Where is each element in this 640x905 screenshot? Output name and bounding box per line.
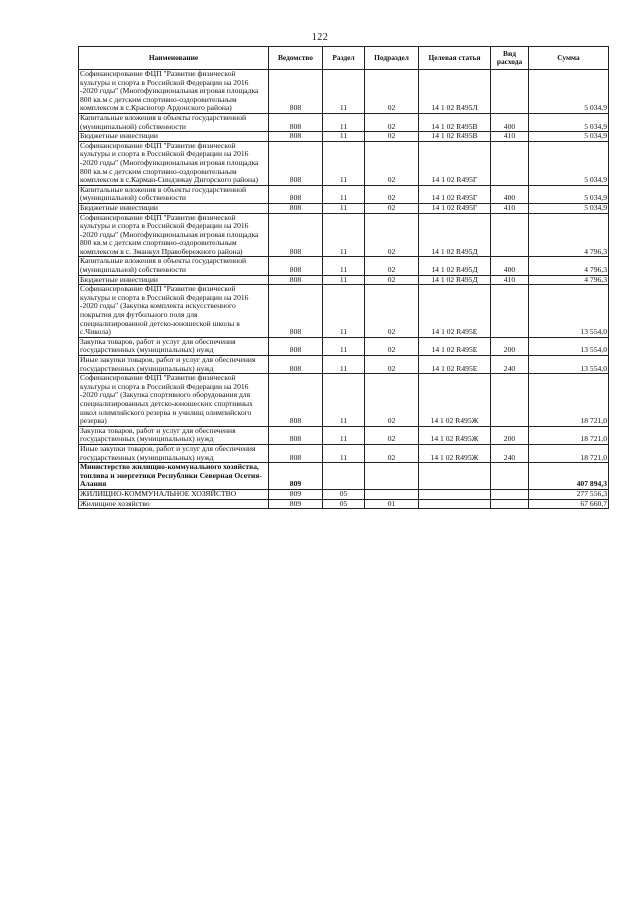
row-department: 809	[269, 499, 323, 509]
row-sum: 407 894,3	[529, 463, 609, 490]
table-row	[79, 132, 609, 142]
table-row	[79, 185, 609, 203]
row-sum: 67 660,7	[529, 499, 609, 509]
row-target: 14 1 02 R495Г	[419, 185, 491, 203]
row-expense-type	[491, 70, 529, 114]
row-department: 808	[269, 426, 323, 444]
row-target: 14 1 02 R495Г	[419, 203, 491, 213]
row-department: 808	[269, 213, 323, 257]
table-row	[79, 141, 609, 185]
row-section: 11	[323, 132, 365, 142]
row-expense-type: 400	[491, 185, 529, 203]
row-expense-type: 410	[491, 275, 529, 285]
row-name: Иные закупки товаров, работ и услуг для обеспечения государственных (муниципальных) нужд	[79, 444, 269, 462]
row-section: 11	[323, 141, 365, 185]
row-subsection: 02	[365, 113, 419, 131]
row-sum: 13 554,0	[529, 285, 609, 338]
row-sum: 4 796,3	[529, 275, 609, 285]
header-department: Ведомство	[269, 47, 323, 70]
row-subsection: 02	[365, 356, 419, 374]
row-department: 809	[269, 463, 323, 490]
table-row	[79, 337, 609, 355]
row-section: 11	[323, 426, 365, 444]
row-section: 11	[323, 275, 365, 285]
row-subsection: 02	[365, 132, 419, 142]
row-target: 14 1 02 R495Ж	[419, 426, 491, 444]
row-expense-type	[491, 499, 529, 509]
row-target: 14 1 02 R495Д	[419, 213, 491, 257]
row-section: 05	[323, 489, 365, 499]
row-section: 11	[323, 444, 365, 462]
row-name: Закупка товаров, работ и услуг для обеспечения государственных (муниципальных) нужд	[79, 337, 269, 355]
budget-table	[78, 46, 609, 509]
row-name: Софинансирование ФЦП "Развитие физической культуры и спорта в Российской Федерации на 2016 -2020 годы" (Закупка спортивного оборудования для специализированных детско-юношеских спортивных школ олимпийского резерва и училищ олимпийского резерва)	[79, 374, 269, 427]
table-row	[79, 374, 609, 427]
header-name: Наименование	[79, 47, 269, 70]
row-subsection	[365, 463, 419, 490]
row-name: Министерство жилищно-коммунального хозяйства, топлива и энергетики Республики Северная Осетия-Алания	[79, 463, 269, 490]
row-subsection: 01	[365, 499, 419, 509]
row-subsection: 02	[365, 337, 419, 355]
row-subsection: 02	[365, 185, 419, 203]
row-name: Софинансирование ФЦП "Развитие физической культуры и спорта в Российской Федерации на 2016 -2020 годы" (Многофункциональная игровая площадка 800 кв.м с детским спортивно-оздоровительным комплексом в с. Зманкул Правобережного района)	[79, 213, 269, 257]
row-department: 808	[269, 285, 323, 338]
table-row	[79, 444, 609, 462]
table-row	[79, 257, 609, 275]
row-department: 808	[269, 337, 323, 355]
row-department: 808	[269, 132, 323, 142]
row-target	[419, 499, 491, 509]
table-row	[79, 70, 609, 114]
header-sum: Сумма	[529, 47, 609, 70]
row-expense-type	[491, 489, 529, 499]
table-row	[79, 356, 609, 374]
row-subsection: 02	[365, 275, 419, 285]
row-department: 808	[269, 203, 323, 213]
row-section: 11	[323, 374, 365, 427]
row-sum: 18 721,0	[529, 374, 609, 427]
row-name: Бюджетные инвестиции	[79, 203, 269, 213]
row-subsection: 02	[365, 426, 419, 444]
header-expense-type: Вид расхода	[491, 47, 529, 70]
row-expense-type: 410	[491, 203, 529, 213]
row-sum: 5 034,9	[529, 113, 609, 131]
row-target: 14 1 02 R495Д	[419, 257, 491, 275]
row-expense-type: 400	[491, 113, 529, 131]
row-name: Софинансирование ФЦП "Развитие физической культуры и спорта в Российской Федерации на 2016 -2020 годы" (Многофункциональная игровая площадка 800 кв.м с детским спортивно-оздоровительным комплексом в с.Карман-Синдзикау Дигорского района)	[79, 141, 269, 185]
row-target: 14 1 02 R495Г	[419, 141, 491, 185]
row-target: 14 1 02 R495В	[419, 132, 491, 142]
row-department: 808	[269, 275, 323, 285]
row-target: 14 1 02 R495Ж	[419, 444, 491, 462]
row-expense-type: 200	[491, 337, 529, 355]
table-row	[79, 213, 609, 257]
row-department: 808	[269, 70, 323, 114]
row-name: Иные закупки товаров, работ и услуг для обеспечения государственных (муниципальных) нужд	[79, 356, 269, 374]
row-section: 11	[323, 356, 365, 374]
row-expense-type	[491, 463, 529, 490]
row-sum: 18 721,0	[529, 426, 609, 444]
row-section: 11	[323, 185, 365, 203]
row-section	[323, 463, 365, 490]
table-header-row	[79, 47, 609, 70]
row-expense-type	[491, 285, 529, 338]
row-subsection: 02	[365, 444, 419, 462]
row-subsection	[365, 489, 419, 499]
header-target: Целевая статья	[419, 47, 491, 70]
row-sum: 4 796,3	[529, 213, 609, 257]
header-section: Раздел	[323, 47, 365, 70]
row-name: Софинансирование ФЦП "Развитие физической культуры и спорта в Российской Федерации на 2016 -2020 годы" (Закупка комплекта искусственного покрытия для футбольного поля для специализированной детско-юношеской школы в с.Чикола)	[79, 285, 269, 338]
row-subsection: 02	[365, 70, 419, 114]
row-sum: 5 034,9	[529, 203, 609, 213]
row-expense-type	[491, 374, 529, 427]
row-sum: 13 554,0	[529, 356, 609, 374]
row-name: ЖИЛИЩНО-КОММУНАЛЬНОЕ ХОЗЯЙСТВО	[79, 489, 269, 499]
row-sum: 4 796,3	[529, 257, 609, 275]
table-row	[79, 113, 609, 131]
row-department: 808	[269, 257, 323, 275]
row-department: 808	[269, 185, 323, 203]
row-section: 11	[323, 257, 365, 275]
row-name: Бюджетные инвестиции	[79, 132, 269, 142]
row-expense-type	[491, 213, 529, 257]
row-name: Закупка товаров, работ и услуг для обеспечения государственных (муниципальных) нужд	[79, 426, 269, 444]
row-department: 809	[269, 489, 323, 499]
row-section: 11	[323, 70, 365, 114]
row-subsection: 02	[365, 374, 419, 427]
header-subsection: Подраздел	[365, 47, 419, 70]
row-target: 14 1 02 R495Ж	[419, 374, 491, 427]
row-target: 14 1 02 R495Е	[419, 337, 491, 355]
row-target: 14 1 02 R495В	[419, 113, 491, 131]
row-name: Капитальные вложения в объекты государственной (муниципальной) собственности	[79, 257, 269, 275]
row-sum: 5 034,9	[529, 132, 609, 142]
row-name: Жилищное хозяйство	[79, 499, 269, 509]
row-expense-type: 240	[491, 356, 529, 374]
table-row	[79, 203, 609, 213]
row-sum: 277 556,3	[529, 489, 609, 499]
table-row	[79, 499, 609, 509]
row-sum: 13 554,0	[529, 337, 609, 355]
row-subsection: 02	[365, 203, 419, 213]
row-target: 14 1 02 R495Д	[419, 275, 491, 285]
row-section: 11	[323, 213, 365, 257]
row-name: Софинансирование ФЦП "Развитие физической культуры и спорта в Российской Федерации на 2016 -2020 годы" (Многофункциональная игровая площадка 800 кв.м с детским спортивно-оздоровительным комплексом в с.Красногор Ардонского района)	[79, 70, 269, 114]
row-subsection: 02	[365, 141, 419, 185]
row-expense-type	[491, 141, 529, 185]
row-sum: 5 034,9	[529, 185, 609, 203]
row-section: 11	[323, 203, 365, 213]
row-sum: 5 034,9	[529, 141, 609, 185]
row-department: 808	[269, 374, 323, 427]
row-expense-type: 240	[491, 444, 529, 462]
row-target	[419, 463, 491, 490]
row-department: 808	[269, 141, 323, 185]
row-subsection: 02	[365, 257, 419, 275]
row-department: 808	[269, 113, 323, 131]
row-sum: 18 721,0	[529, 444, 609, 462]
row-expense-type: 200	[491, 426, 529, 444]
row-expense-type: 400	[491, 257, 529, 275]
row-section: 11	[323, 285, 365, 338]
table-row	[79, 426, 609, 444]
row-section: 11	[323, 337, 365, 355]
row-target: 14 1 02 R495Е	[419, 285, 491, 338]
row-section: 05	[323, 499, 365, 509]
row-name: Капитальные вложения в объекты государственной (муниципальной) собственности	[79, 185, 269, 203]
row-expense-type: 410	[491, 132, 529, 142]
table-row	[79, 285, 609, 338]
row-name: Бюджетные инвестиции	[79, 275, 269, 285]
row-section: 11	[323, 113, 365, 131]
row-subsection: 02	[365, 285, 419, 338]
row-sum: 5 034,9	[529, 70, 609, 114]
page-number: 122	[311, 32, 329, 43]
row-subsection: 02	[365, 213, 419, 257]
row-department: 808	[269, 356, 323, 374]
row-target	[419, 489, 491, 499]
row-department: 808	[269, 444, 323, 462]
row-name: Капитальные вложения в объекты государственной (муниципальной) собственности	[79, 113, 269, 131]
table-row	[79, 463, 609, 490]
row-target: 14 1 02 R495Е	[419, 356, 491, 374]
table-row	[79, 489, 609, 499]
row-target: 14 1 02 R495Л	[419, 70, 491, 114]
